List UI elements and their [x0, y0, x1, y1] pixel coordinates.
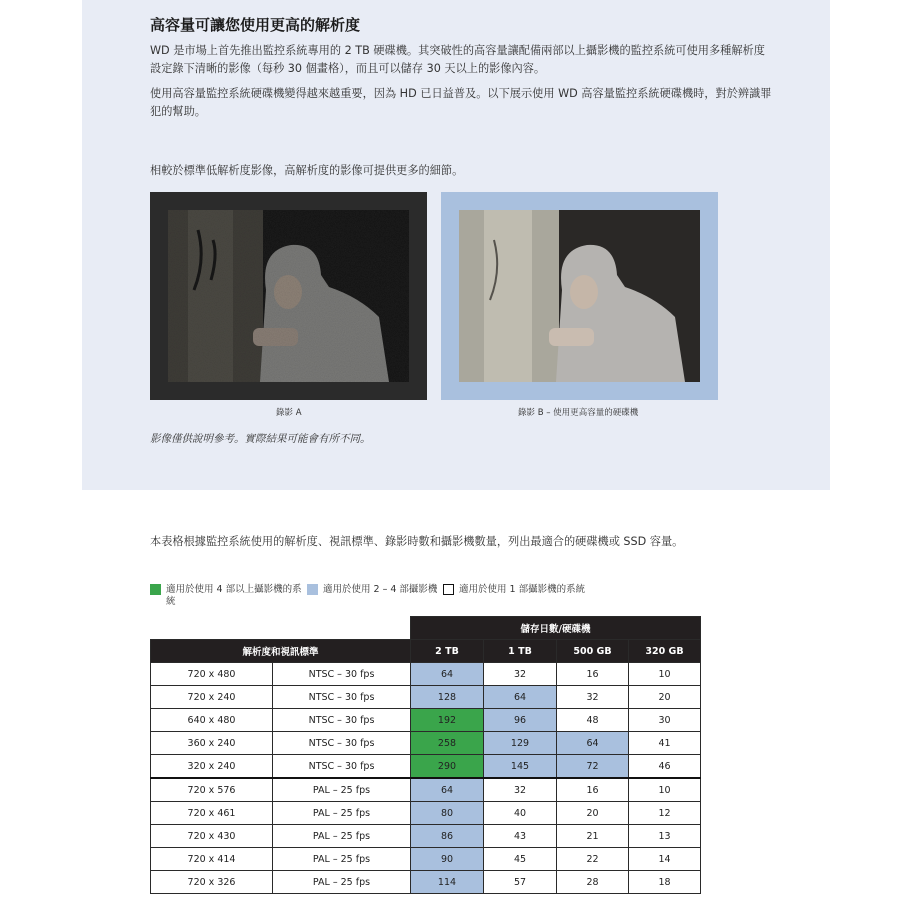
resolution-cell: 720 x 414	[151, 848, 273, 871]
storage-days-header: 儲存日數/硬碟機	[411, 617, 701, 640]
image-b-caption: 錄影 B – 使用更高容量的硬碟機	[518, 408, 639, 418]
days-cell: 40	[484, 802, 557, 825]
comparison-intro: 相較於標準低解析度影像，高解析度的影像可提供更多的細節。	[150, 164, 464, 177]
resolution-standard-header: 解析度和視訊標準	[151, 640, 411, 663]
standard-cell: PAL – 25 fps	[273, 825, 411, 848]
legend-white-label: 適用於使用 1 部攝影機的系統	[459, 584, 586, 595]
standard-cell: NTSC – 30 fps	[273, 663, 411, 686]
days-cell: 64	[557, 732, 629, 755]
days-cell: 45	[484, 848, 557, 871]
resolution-cell: 720 x 240	[151, 686, 273, 709]
hd-paragraph: 使用高容量監控系統硬碟機變得越來越重要，因為 HD 已日益普及。以下展示使用 WD 高容量監控系統硬碟機時，對於辨識罪犯的幫助。	[150, 87, 772, 118]
days-cell: 43	[484, 825, 557, 848]
surveillance-image-a	[150, 192, 427, 400]
standard-cell: NTSC – 30 fps	[273, 709, 411, 732]
days-cell: 258	[411, 732, 484, 755]
standard-cell: NTSC – 30 fps	[273, 755, 411, 779]
days-cell: 48	[557, 709, 629, 732]
days-cell: 64	[411, 663, 484, 686]
resolution-cell: 640 x 480	[151, 709, 273, 732]
table-row	[151, 848, 701, 871]
disclaimer-note: 影像僅供說明參考。實際結果可能會有所不同。	[150, 433, 371, 445]
standard-cell: PAL – 25 fps	[273, 848, 411, 871]
table-row	[151, 871, 701, 894]
resolution-cell: 360 x 240	[151, 732, 273, 755]
days-cell: 16	[557, 663, 629, 686]
table-corner-blank	[151, 617, 411, 640]
days-cell: 41	[629, 732, 701, 755]
capacity-header: 1 TB	[484, 640, 557, 663]
days-cell: 64	[484, 686, 557, 709]
days-cell: 145	[484, 755, 557, 779]
days-cell: 80	[411, 802, 484, 825]
days-cell: 21	[557, 825, 629, 848]
table-row	[151, 778, 701, 802]
days-cell: 128	[411, 686, 484, 709]
table-row	[151, 802, 701, 825]
days-cell: 86	[411, 825, 484, 848]
legend-blue-label: 適用於使用 2 – 4 部攝影機	[323, 584, 438, 595]
table-row	[151, 663, 701, 686]
days-cell: 10	[629, 778, 701, 802]
resolution-cell: 720 x 480	[151, 663, 273, 686]
days-cell: 20	[629, 686, 701, 709]
resolution-cell: 720 x 576	[151, 778, 273, 802]
days-cell: 129	[484, 732, 557, 755]
capacity-table	[150, 616, 701, 894]
days-cell: 14	[629, 848, 701, 871]
capacity-header: 320 GB	[629, 640, 701, 663]
standard-cell: PAL – 25 fps	[273, 871, 411, 894]
days-cell: 13	[629, 825, 701, 848]
standard-cell: PAL – 25 fps	[273, 778, 411, 802]
days-cell: 20	[557, 802, 629, 825]
legend-blue-swatch	[307, 584, 318, 595]
standard-cell: PAL – 25 fps	[273, 802, 411, 825]
days-cell: 72	[557, 755, 629, 779]
days-cell: 46	[629, 755, 701, 779]
days-cell: 96	[484, 709, 557, 732]
resolution-cell: 720 x 326	[151, 871, 273, 894]
table-row	[151, 732, 701, 755]
days-cell: 114	[411, 871, 484, 894]
days-cell: 16	[557, 778, 629, 802]
days-cell: 30	[629, 709, 701, 732]
days-cell: 90	[411, 848, 484, 871]
legend-green-label: 適用於使用 4 部以上攝影機的系統	[166, 584, 302, 607]
days-cell: 18	[629, 871, 701, 894]
days-cell: 12	[629, 802, 701, 825]
days-cell: 290	[411, 755, 484, 779]
days-cell: 32	[484, 663, 557, 686]
days-cell: 10	[629, 663, 701, 686]
table-row	[151, 825, 701, 848]
legend-white-swatch	[443, 584, 454, 595]
days-cell: 192	[411, 709, 484, 732]
capacity-header: 2 TB	[411, 640, 484, 663]
table-row	[151, 755, 701, 779]
standard-cell: NTSC – 30 fps	[273, 732, 411, 755]
days-cell: 28	[557, 871, 629, 894]
resolution-cell: 720 x 430	[151, 825, 273, 848]
resolution-cell: 720 x 461	[151, 802, 273, 825]
table-row	[151, 709, 701, 732]
section-heading: 高容量可讓您使用更高的解析度	[150, 16, 361, 34]
days-cell: 64	[411, 778, 484, 802]
image-a-caption: 錄影 A	[276, 408, 302, 418]
standard-cell: NTSC – 30 fps	[273, 686, 411, 709]
legend-green-swatch	[150, 584, 161, 595]
surveillance-image-b	[441, 192, 718, 400]
resolution-cell: 320 x 240	[151, 755, 273, 779]
days-cell: 32	[557, 686, 629, 709]
days-cell: 57	[484, 871, 557, 894]
table-row	[151, 686, 701, 709]
table-intro: 本表格根據監控系統使用的解析度、視訊標準、錄影時數和攝影機數量，列出最適合的硬碟機或 SSD 容量。	[150, 535, 684, 548]
days-cell: 32	[484, 778, 557, 802]
days-cell: 22	[557, 848, 629, 871]
intro-paragraph: WD 是市場上首先推出監控系統專用的 2 TB 硬碟機。其突破性的高容量讓配備兩部以上攝影機的監控系統可使用多種解析度設定錄下清晰的影像（每秒 30 個畫格），而且可以儲存 30 天以上的影像內容。	[150, 44, 765, 75]
capacity-header: 500 GB	[557, 640, 629, 663]
